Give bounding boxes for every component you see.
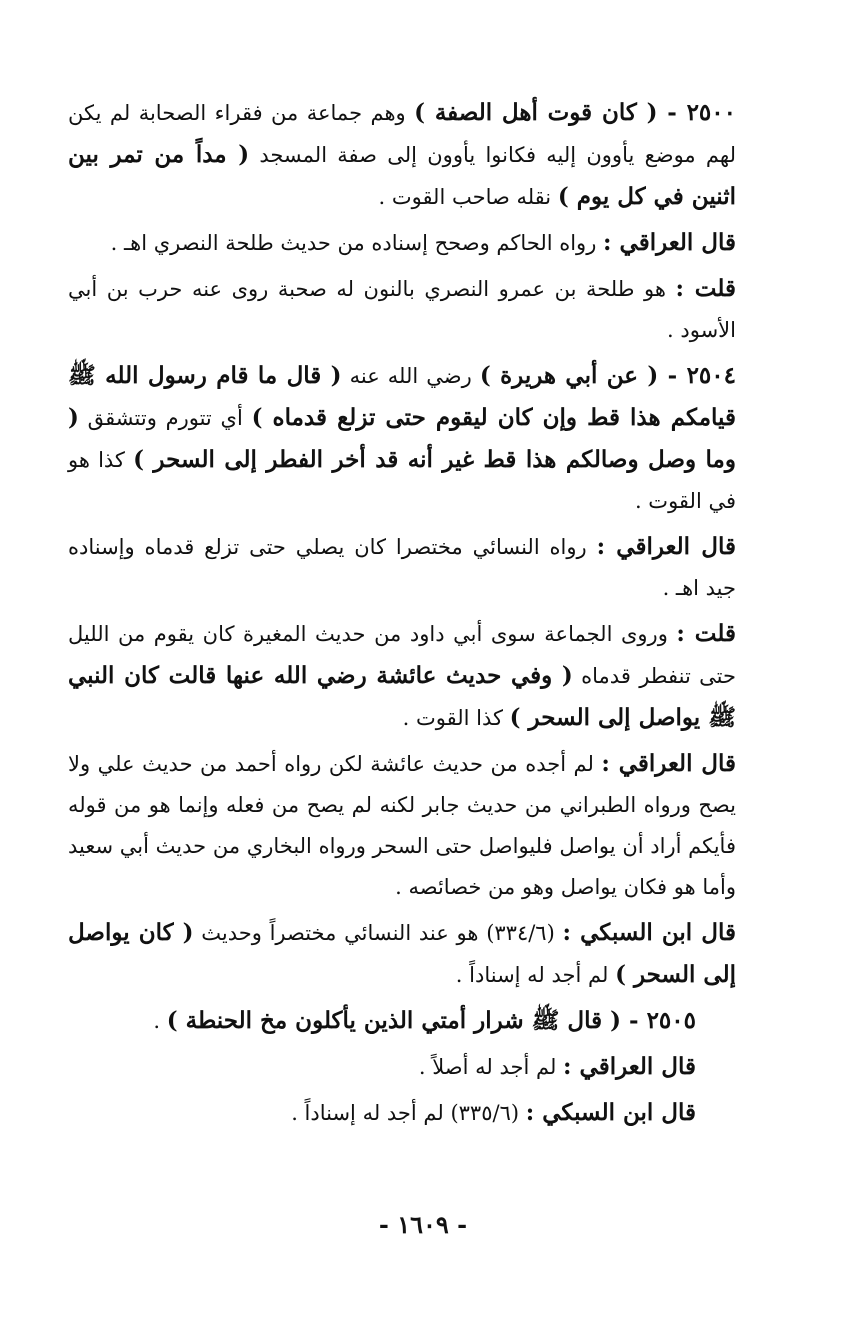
iraqi-label: قال العراقي :	[563, 1053, 696, 1080]
qult-note-text: وروى الجماعة سوى أبي داود من حديث المغيرة كان يقوم من الليل حتى تنفطر قدماه	[68, 622, 736, 688]
iraqi-note-3	[68, 743, 736, 908]
page-number: - ١٦٠٩ -	[378, 1210, 468, 1239]
subki-label: قال ابن السبكي :	[562, 919, 736, 946]
subki-quoted-hadith: ( كان يواصل إلى السحر )	[68, 919, 736, 988]
entry-2504-blessing: رضي الله عنه	[341, 364, 480, 388]
iraqi-note-text: رواه النسائي مختصرا كان يصلي حتى تزلع قدماه وإسناده جيد اهـ .	[68, 535, 736, 600]
iraqi-label: قال العراقي :	[603, 229, 736, 256]
entry-2500	[68, 92, 736, 218]
entry-2500-hadith-cont: ( مداً من تمر بين اثنين في كل يوم )	[68, 141, 736, 210]
subki-note-text: (٣٣٥/٦) لم أجد له إسناداً .	[291, 1101, 526, 1125]
iraqi-note-2	[68, 526, 736, 609]
qult-note-text: هو طلحة بن عمرو النصري بالنون له صحبة روى عنه حرب بن أبي الأسود .	[68, 277, 736, 342]
qult-label: قلت :	[675, 275, 736, 302]
entry-2500-source: نقله صاحب القوت .	[378, 185, 558, 209]
subki-label: قال ابن السبكي :	[525, 1099, 696, 1126]
subki-note-end: لم أجد له إسناداً .	[455, 963, 616, 987]
page-body	[68, 92, 736, 1138]
entry-2504-hadith: ( قال ما قام رسول الله ﷺ قيامكم هذا قط وإن كان ليقوم حتى تزلع قدماه )	[68, 362, 736, 431]
entry-2505-end: .	[153, 1009, 167, 1033]
subki-note-2	[68, 1092, 736, 1134]
entry-2504-narrator: ٢٥٠٤ - ( عن أبي هريرة )	[479, 362, 736, 389]
iraqi-note-1	[68, 222, 736, 264]
iraqi-label: قال العراقي :	[596, 533, 736, 560]
entry-2504	[68, 355, 736, 522]
iraqi-note-4	[68, 1046, 736, 1088]
iraqi-label: قال العراقي :	[601, 750, 736, 777]
qult-note-1	[68, 268, 736, 351]
iraqi-note-text: لم أجده من حديث عائشة لكن رواه أحمد من حديث علي ولا يصح ورواه الطبراني من حديث جابر لكنه لم يصح من فعله وإنما هو من قوله فأيكم أراد أن يواصل فليواصل حتى السحر ورواه البخاري من حديث أبي سعيد وأما هو فكان يواصل وهو من خصائصه .	[68, 752, 736, 899]
aisha-hadith: ( وفي حديث عائشة رضي الله عنها قالت كان النبي ﷺ يواصل إلى السحر )	[68, 662, 736, 731]
iraqi-note-text: لم أجد له أصلاً .	[418, 1055, 564, 1079]
subki-note-1	[68, 912, 736, 996]
entry-2504-gloss: أي تتورم وتتشقق	[78, 406, 252, 430]
qult-note-2	[68, 613, 736, 739]
entry-2504-hadith-cont: ( وما وصل وصالكم هذا قط غير أنه قد أخر الفطر إلى السحر )	[68, 404, 736, 473]
entry-2504-source: كذا هو في القوت .	[68, 448, 736, 513]
entry-2505	[68, 1000, 736, 1042]
entry-2505-hadith: ٢٥٠٥ - ( قال ﷺ شرار أمتي الذين يأكلون مخ الحنطة )	[166, 1007, 696, 1034]
entry-2500-hadith: ٢٥٠٠ - ( كان قوت أهل الصفة )	[414, 99, 736, 126]
entry-2500-commentary: وهم جماعة من فقراء الصحابة لم يكن لهم موضع يأوون إليه فكانوا يأوون إلى صفة المسجد	[68, 101, 736, 167]
qult-label: قلت :	[676, 620, 736, 647]
iraqi-note-text: رواه الحاكم وصحح إسناده من حديث طلحة النصري اهـ .	[110, 231, 604, 255]
qult-note-source: كذا القوت .	[402, 706, 510, 730]
subki-note-text: (٣٣٤/٦) هو عند النسائي مختصراً وحديث	[193, 921, 563, 945]
